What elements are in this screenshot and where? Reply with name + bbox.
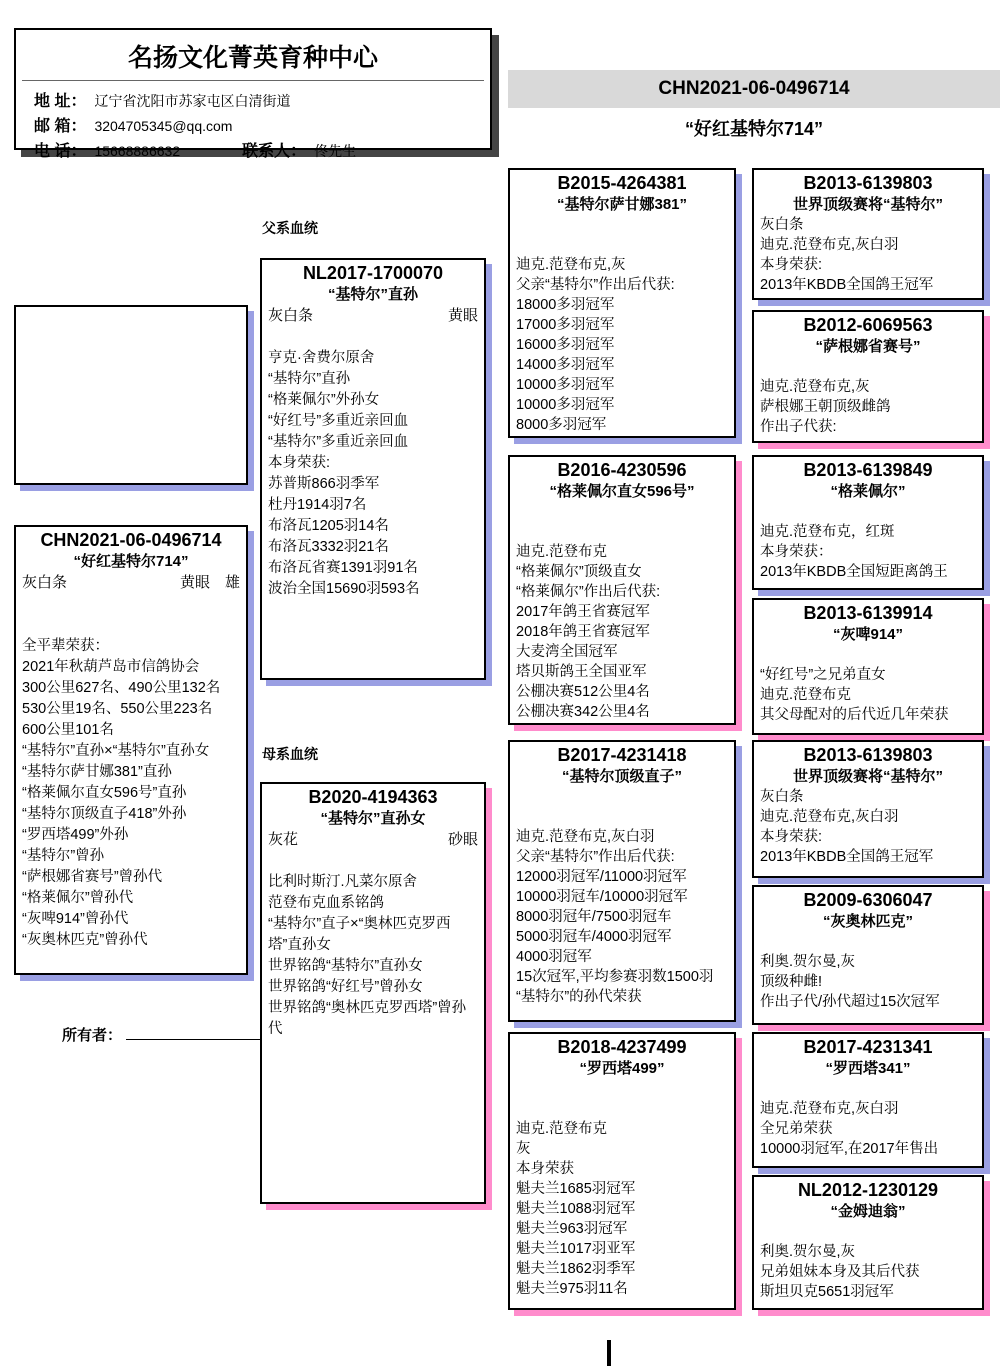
address-value: 辽宁省沈阳市苏家屯区白清街道 <box>94 93 291 109</box>
email-label: 邮 箱： <box>34 118 87 135</box>
text-line: 8000羽冠年/7500羽冠车 <box>516 909 672 925</box>
father-color: 灰白条 <box>268 307 314 324</box>
owner-signature-line <box>126 1026 274 1040</box>
text-line: 300公里627名、490公里132名 <box>22 680 221 696</box>
text-line: 本身荣获: <box>760 829 823 845</box>
ggp6-name: “灰奥林匹克” <box>822 913 913 930</box>
text-line <box>760 1222 976 1242</box>
ggp3-name: “格莱佩尔” <box>830 483 906 500</box>
breeding-center-name: 名扬文化菁英育种中心 <box>127 44 378 72</box>
text-line: 利奥.贺尔曼,灰 <box>760 1244 856 1260</box>
subject-name: “好红基特尔714” <box>73 553 189 570</box>
text-line <box>516 807 728 827</box>
father-details <box>268 327 478 600</box>
great-grandparent-box-8 <box>752 1175 984 1310</box>
father-ring-number: NL2017-1700070 <box>302 263 444 283</box>
text-line: 600公里101名 <box>22 722 114 738</box>
text-line: 利奥.贺尔曼,灰 <box>760 954 856 970</box>
text-line <box>760 1079 976 1099</box>
ggp1-details <box>760 215 976 295</box>
subject-ring-number: CHN2021-06-0496714 <box>40 530 222 550</box>
subject-eye-sex: 黄眼 雄 <box>179 574 240 591</box>
text-line: 世界铭鸽“奥林匹克罗西塔”曾孙代 <box>268 1000 467 1037</box>
ggp5-name: 世界顶级赛将“基特尔” <box>792 768 943 785</box>
text-line: 世界铭鸽“基特尔”直孙女 <box>268 958 423 974</box>
text-line: 魁夫兰975羽11名 <box>516 1281 628 1297</box>
text-line: 2018年鸽王省赛冠军 <box>516 624 650 640</box>
mother-color: 灰花 <box>268 831 299 848</box>
text-line: 魁夫兰1862羽季军 <box>516 1261 636 1277</box>
gp1-name: “基特尔萨甘娜381” <box>556 196 688 213</box>
mother-details <box>268 851 478 1040</box>
text-line: 本身荣获： <box>760 544 833 560</box>
text-line <box>760 502 976 522</box>
father-name: “基特尔”直孙 <box>327 286 418 303</box>
text-line: “基特尔”直子×“奥林匹克罗西塔”直孙女 <box>268 916 451 953</box>
text-line <box>268 327 478 348</box>
great-grandparent-box-7 <box>752 1032 984 1168</box>
ggp2-ring-number: B2012-6069563 <box>803 315 933 335</box>
grandmother-paternal-box <box>508 455 736 725</box>
text-line: 2013年KBDB全国短距离鸽王 <box>760 564 948 580</box>
owner-row <box>62 1024 274 1045</box>
text-line: “格莱佩尔”曾孙代 <box>22 890 134 906</box>
text-line: 8000多羽冠军 <box>516 417 607 433</box>
text-line <box>268 851 478 872</box>
text-line: 苏普斯866羽季军 <box>268 476 380 492</box>
ggp6-details <box>760 932 976 1012</box>
text-line: “格莱佩尔”外孙女 <box>268 392 380 408</box>
text-line: “好红号”之兄弟直女 <box>760 667 886 683</box>
address-row <box>16 87 490 112</box>
ggp4-name: “灰啤914” <box>832 626 904 643</box>
text-line: 2017年鸽王省赛冠军 <box>516 604 650 620</box>
grandmother-maternal-box <box>508 1032 736 1310</box>
contact-label: 联系人： <box>242 143 307 160</box>
text-line: 魁夫兰963羽冠军 <box>516 1221 628 1237</box>
grandfather-paternal-box <box>508 168 736 438</box>
text-line <box>516 1079 728 1099</box>
text-line: 迪克.范登布克,灰白羽 <box>760 1101 899 1117</box>
text-line: 布洛瓦1205羽14名 <box>268 518 389 534</box>
breeder-header-card <box>14 28 492 160</box>
text-line: 16000多羽冠军 <box>516 337 615 353</box>
text-line: 波治全国15690羽593名 <box>268 581 420 597</box>
text-line: 本身荣获: <box>760 257 823 273</box>
text-line <box>516 502 728 522</box>
text-line: 18000多羽冠军 <box>516 297 615 313</box>
text-line: “格莱佩尔直女596号”直孙 <box>22 785 187 801</box>
text-line: 大麦湾全国冠军 <box>516 644 618 660</box>
subject-pigeon-box <box>14 525 248 975</box>
text-line: “罗西塔499”外孙 <box>22 827 129 843</box>
text-line: 本身荣获 <box>516 1161 574 1177</box>
ggp7-details <box>760 1079 976 1159</box>
ggp7-ring-number: B2017-4231341 <box>803 1037 933 1057</box>
text-line: “基特尔”曾孙 <box>22 848 105 864</box>
ggp3-details <box>760 502 976 582</box>
text-line <box>516 1099 728 1119</box>
text-line: 父亲“基特尔”作出后代获: <box>516 849 675 865</box>
header-divider <box>22 80 484 81</box>
subject-color: 灰白条 <box>22 574 68 591</box>
ggp2-details <box>760 357 976 437</box>
text-line: “灰啤914”曾孙代 <box>22 911 129 927</box>
text-line: 灰白条 <box>760 789 804 805</box>
text-line: 布洛瓦3332羽21名 <box>268 539 389 555</box>
father-eye: 黄眼 <box>447 307 478 324</box>
photo-box <box>14 305 248 485</box>
great-grandparent-box-3 <box>752 455 984 590</box>
text-line: 全平辈荣获： <box>22 638 109 654</box>
text-line: 迪克.范登布克,灰白羽 <box>760 809 899 825</box>
text-line: 兄弟姐妹本身及其后代获 <box>760 1264 920 1280</box>
text-line: 17000多羽冠军 <box>516 317 615 333</box>
ggp4-details <box>760 645 976 725</box>
text-line: 迪克.范登布克,灰 <box>760 379 870 395</box>
text-line <box>22 594 240 615</box>
ggp2-name: “萨根娜省赛号” <box>815 338 921 355</box>
address-label: 地 址： <box>34 93 87 110</box>
text-line: 迪克.范登布克，红斑 <box>760 524 895 540</box>
gp4-ring-number: B2018-4237499 <box>557 1037 687 1057</box>
text-line: 作出子代/孙代超过15次冠军 <box>760 994 940 1010</box>
text-line: 公棚决赛512公里4名 <box>516 684 650 700</box>
text-line: “基特尔萨甘娜381”直孙 <box>22 764 172 780</box>
paternal-lineage-label: 父系血统 <box>262 220 318 236</box>
text-line: 迪克.范登布克 <box>760 687 852 703</box>
text-line: 顶级种雌! <box>760 974 823 990</box>
text-line: 灰 <box>516 1141 531 1157</box>
text-line: 斯坦贝克5651羽冠军 <box>760 1284 894 1300</box>
text-line <box>516 522 728 542</box>
mother-ring-number: B2020-4194363 <box>308 787 438 807</box>
text-line: 杜丹1914羽7名 <box>268 497 367 513</box>
subject-achievements <box>22 594 240 951</box>
ggp5-details <box>760 787 976 867</box>
ggp1-ring-number: B2013-6139803 <box>803 173 933 193</box>
gp3-details <box>516 787 728 1007</box>
text-line: 2013年KBDB全国鸽王冠军 <box>760 277 934 293</box>
contact-value: 佟先生 <box>314 143 357 159</box>
text-line: 5000羽冠车/4000羽冠军 <box>516 929 672 945</box>
text-line: 其父母配对的后代近几年荣获 <box>760 707 949 723</box>
text-line: “基特尔顶级直子418”外孙 <box>22 806 187 822</box>
text-line: 塔贝斯鸽王全国亚军 <box>516 664 647 680</box>
text-line <box>760 932 976 952</box>
text-line: 10000羽冠军,在2017年售出 <box>760 1141 939 1157</box>
text-line <box>516 235 728 255</box>
ggp8-name: “金姆迪翁” <box>830 1203 906 1220</box>
mother-name: “基特尔”直孙女 <box>320 810 426 827</box>
ggp5-ring-number: B2013-6139803 <box>803 745 933 765</box>
text-line: 2021年秋葫芦岛市信鸽协会 <box>22 659 200 675</box>
ggp8-ring-number: NL2012-1230129 <box>797 1180 939 1200</box>
text-line <box>760 645 976 665</box>
gp4-details <box>516 1079 728 1299</box>
text-line: 4000羽冠军 <box>516 949 592 965</box>
text-line: “格莱佩尔”顶级直女 <box>516 564 642 580</box>
mother-trait-row <box>268 829 478 851</box>
ggp1-name: 世界顶级赛将“基特尔” <box>792 196 943 213</box>
email-value: 3204705345@qq.com <box>94 118 233 134</box>
great-grandparent-box-6 <box>752 885 984 1025</box>
text-line: “灰奥林匹克”曾孙代 <box>22 932 148 948</box>
text-line: 10000多羽冠军 <box>516 397 615 413</box>
text-line: 作出子代获: <box>760 419 837 435</box>
gp1-details <box>516 215 728 435</box>
text-line: 魁夫兰1685羽冠军 <box>516 1181 636 1197</box>
phone-row <box>16 137 490 162</box>
text-line: 公棚决赛342公里4名 <box>516 704 650 720</box>
text-line: 亨克·舍费尔原舍 <box>268 350 375 366</box>
text-line: 迪克.范登布克,灰白羽 <box>516 829 655 845</box>
text-line: “萨根娜省赛号”曾孙代 <box>22 869 163 885</box>
phone-label: 电 话： <box>34 143 87 160</box>
text-line <box>516 215 728 235</box>
father-box <box>260 258 486 680</box>
text-line: 迪克.范登布克 <box>516 1121 608 1137</box>
text-line: 父亲“基特尔”作出后代获: <box>516 277 675 293</box>
great-grandparent-box-1 <box>752 168 984 300</box>
text-line: “格莱佩尔”作出后代获: <box>516 584 661 600</box>
gp2-details <box>516 502 728 722</box>
text-line <box>760 357 976 377</box>
phone-value: 15668886632 <box>94 143 181 159</box>
ggp3-ring-number: B2013-6139849 <box>803 460 933 480</box>
mother-box <box>260 782 486 1204</box>
text-line: 世界铭鸽“好红号”曾孙女 <box>268 979 423 995</box>
text-line <box>22 615 240 636</box>
text-line: 萨根娜王朝顶级雌鸽 <box>760 399 891 415</box>
ggp6-ring-number: B2009-6306047 <box>803 890 933 910</box>
text-line: 魁夫兰1088羽冠军 <box>516 1201 636 1217</box>
gp3-ring-number: B2017-4231418 <box>557 745 687 765</box>
text-line: “基特尔”的孙代荣获 <box>516 989 642 1005</box>
text-line: “基特尔”直孙 <box>268 371 351 387</box>
great-grandparent-box-4 <box>752 598 984 735</box>
ring-number-bar: CHN2021-06-0496714 <box>508 70 1000 108</box>
text-line: 灰白条 <box>760 217 804 233</box>
owner-label: 所有者： <box>62 1027 123 1044</box>
text-line: 迪克.范登布克,灰白羽 <box>760 237 899 253</box>
text-line: 迪克.范登布克 <box>516 544 608 560</box>
grandfather-maternal-box <box>508 740 736 1022</box>
text-line: 10000多羽冠军 <box>516 377 615 393</box>
text-line: 15次冠军,平均参赛羽数1500羽 <box>516 969 714 985</box>
text-line: 布洛瓦省赛1391羽91名 <box>268 560 418 576</box>
gp4-name: “罗西塔499” <box>579 1060 665 1077</box>
text-line: 530公里19名、550公里223名 <box>22 701 213 717</box>
text-line: “基特尔”多重近亲回血 <box>268 434 409 450</box>
text-line: “好红号”多重近亲回血 <box>268 413 409 429</box>
father-trait-row <box>268 305 478 327</box>
text-line: 迪克.范登布克,灰 <box>516 257 626 273</box>
gp2-ring-number: B2016-4230596 <box>557 460 687 480</box>
ggp4-ring-number: B2013-6139914 <box>803 603 933 623</box>
ggp8-details <box>760 1222 976 1302</box>
scan-artifact-mark <box>607 1340 611 1366</box>
great-grandparent-box-2 <box>752 310 984 443</box>
mother-eye: 砂眼 <box>447 831 478 848</box>
text-line: 范登布克血系铭鸽 <box>268 895 384 911</box>
text-line <box>516 787 728 807</box>
maternal-lineage-label: 母系血统 <box>262 746 318 762</box>
text-line: “基特尔”直孙×“基特尔”直孙女 <box>22 743 210 759</box>
text-line: 2013年KBDB全国鸽王冠军 <box>760 849 934 865</box>
subject-trait-row <box>22 572 240 594</box>
text-line: 魁夫兰1017羽亚军 <box>516 1241 636 1257</box>
text-line: 14000多羽冠军 <box>516 357 615 373</box>
email-row <box>16 112 490 137</box>
gp2-name: “格莱佩尔直女596号” <box>549 483 695 500</box>
pigeon-name-title: “好红基特尔714” <box>684 119 824 139</box>
text-line: 10000羽冠车/10000羽冠军 <box>516 889 688 905</box>
gp1-ring-number: B2015-4264381 <box>557 173 687 193</box>
ggp7-name: “罗西塔341” <box>825 1060 911 1077</box>
text-line: 12000羽冠军/11000羽冠军 <box>516 869 687 885</box>
text-line: 本身荣获: <box>268 455 331 471</box>
gp3-name: “基特尔顶级直子” <box>561 768 682 785</box>
great-grandparent-box-5 <box>752 740 984 878</box>
text-line: 全兄弟荣获 <box>760 1121 833 1137</box>
text-line: 比利时斯汀.凡菜尔原舍 <box>268 874 418 890</box>
